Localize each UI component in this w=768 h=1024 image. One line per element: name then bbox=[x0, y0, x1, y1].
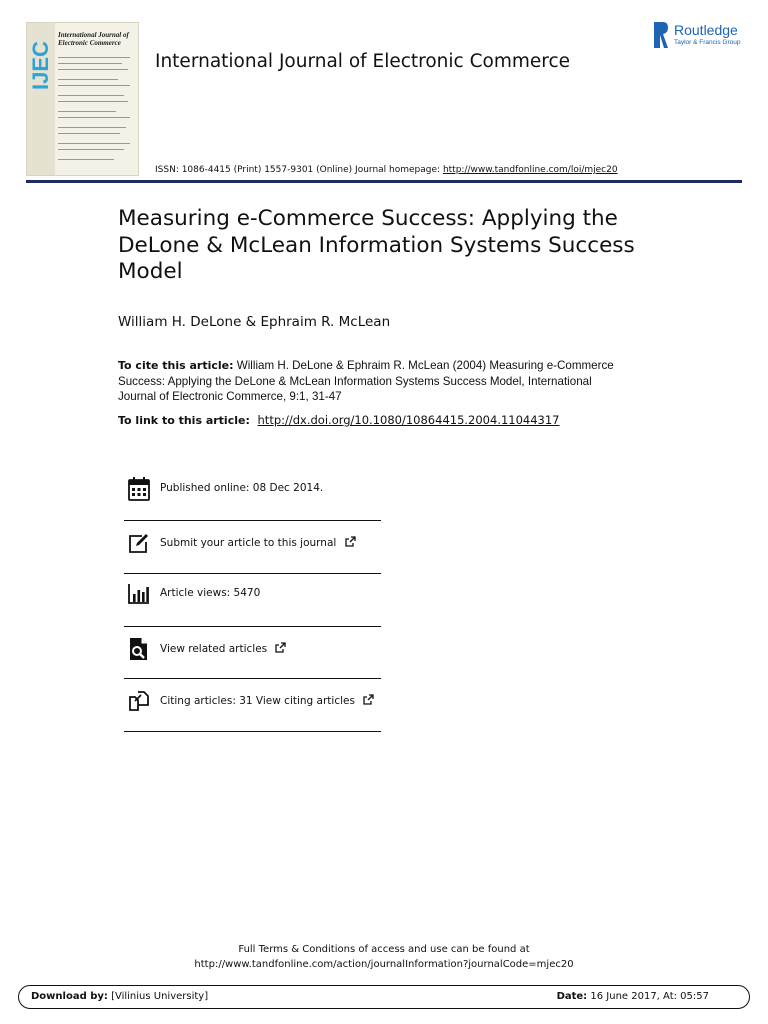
submit-article-link[interactable] bbox=[160, 536, 356, 549]
journal-cover-thumbnail bbox=[26, 22, 139, 176]
cover-text-line bbox=[58, 79, 118, 80]
date-info bbox=[557, 991, 709, 1002]
bar-chart-icon bbox=[128, 582, 150, 606]
row-divider bbox=[124, 731, 381, 732]
article-link-line bbox=[118, 413, 560, 427]
cover-text-line bbox=[58, 69, 128, 70]
cover-text-line bbox=[58, 149, 124, 150]
published-online-text: Published online: 08 Dec 2014. bbox=[160, 482, 324, 494]
terms-url[interactable]: http://www.tandfonline.com/action/journalInformation?journalCode=mjec20 bbox=[194, 959, 574, 970]
citation-block bbox=[118, 358, 628, 405]
article-authors: William H. DeLone & Ephraim R. McLean bbox=[118, 314, 391, 330]
publisher-name: Routledge bbox=[674, 22, 738, 38]
article-views-text: Article views: 5470 bbox=[160, 587, 261, 599]
publisher-tagline: Taylor & Francis Group bbox=[674, 39, 741, 46]
issn-line bbox=[155, 165, 618, 175]
cover-text-line bbox=[58, 63, 122, 64]
related-articles-text: View related articles bbox=[160, 643, 268, 655]
external-link-icon bbox=[363, 694, 374, 705]
submit-article-text: Submit your article to this journal bbox=[160, 537, 337, 549]
citing-articles-link[interactable] bbox=[160, 694, 374, 707]
download-label: Download by: bbox=[31, 991, 108, 1002]
cover-text-line bbox=[58, 143, 130, 144]
cover-text-line bbox=[58, 117, 130, 118]
link-label: To link to this article: bbox=[118, 414, 250, 427]
document-search-icon bbox=[128, 637, 150, 661]
routledge-logo-icon bbox=[654, 22, 668, 48]
journal-title: International Journal of Electronic Commerce bbox=[155, 51, 571, 72]
terms-line: Full Terms & Conditions of access and use can be found at bbox=[238, 944, 530, 955]
related-articles-link[interactable] bbox=[160, 642, 286, 655]
date-value: 16 June 2017, At: 05:57 bbox=[590, 991, 709, 1002]
issn-text: ISSN: 1086-4415 (Print) 1557-9301 (Online) Journal homepage: bbox=[155, 165, 441, 175]
external-link-icon bbox=[275, 642, 286, 653]
header-divider bbox=[26, 180, 742, 183]
publisher-logo bbox=[654, 22, 744, 50]
cover-acronym: IJEC bbox=[28, 41, 53, 91]
published-online-row bbox=[124, 463, 381, 515]
citation-text: William H. DeLone & Ephraim R. McLean (2004) Measuring e-Commerce Success: Applying the DeLone & McLean Information Systems Success Model, International Journal of Electronic Commerce, 9:1, 31-47 bbox=[118, 359, 614, 403]
download-info bbox=[31, 991, 208, 1002]
cover-text-line bbox=[58, 57, 130, 58]
related-articles-row[interactable] bbox=[124, 623, 381, 675]
journal-homepage-link[interactable]: http://www.tandfonline.com/loi/mjec20 bbox=[442, 165, 618, 175]
calendar-icon bbox=[128, 477, 150, 501]
citation-label: To cite this article: bbox=[118, 359, 234, 372]
citing-articles-text: Citing articles: 31 View citing articles bbox=[160, 695, 355, 707]
external-link-icon bbox=[345, 536, 356, 547]
download-value: [Vilinius University] bbox=[111, 991, 209, 1002]
cover-text-line bbox=[58, 133, 120, 134]
cover-text-line bbox=[58, 101, 128, 102]
cover-text-line bbox=[58, 85, 130, 86]
cover-text-line bbox=[58, 159, 114, 160]
citing-articles-row[interactable] bbox=[124, 675, 381, 727]
article-title: Measuring e-Commerce Success: Applying the DeLone & McLean Information Systems Success Model bbox=[118, 206, 635, 284]
submit-article-row[interactable] bbox=[124, 517, 381, 569]
cover-title: International Journal of Electronic Commerce bbox=[58, 31, 129, 47]
edit-icon bbox=[128, 531, 150, 555]
date-label: Date: bbox=[556, 991, 588, 1002]
doi-link[interactable]: http://dx.doi.org/10.1080/10864415.2004.11044317 bbox=[257, 413, 560, 427]
article-views-row bbox=[124, 568, 381, 620]
cover-text-line bbox=[58, 111, 116, 112]
terms-notice bbox=[0, 942, 768, 972]
cover-text-line bbox=[58, 127, 126, 128]
citing-articles-icon bbox=[128, 689, 150, 713]
cover-text-line bbox=[58, 95, 124, 96]
download-footer bbox=[18, 985, 750, 1009]
